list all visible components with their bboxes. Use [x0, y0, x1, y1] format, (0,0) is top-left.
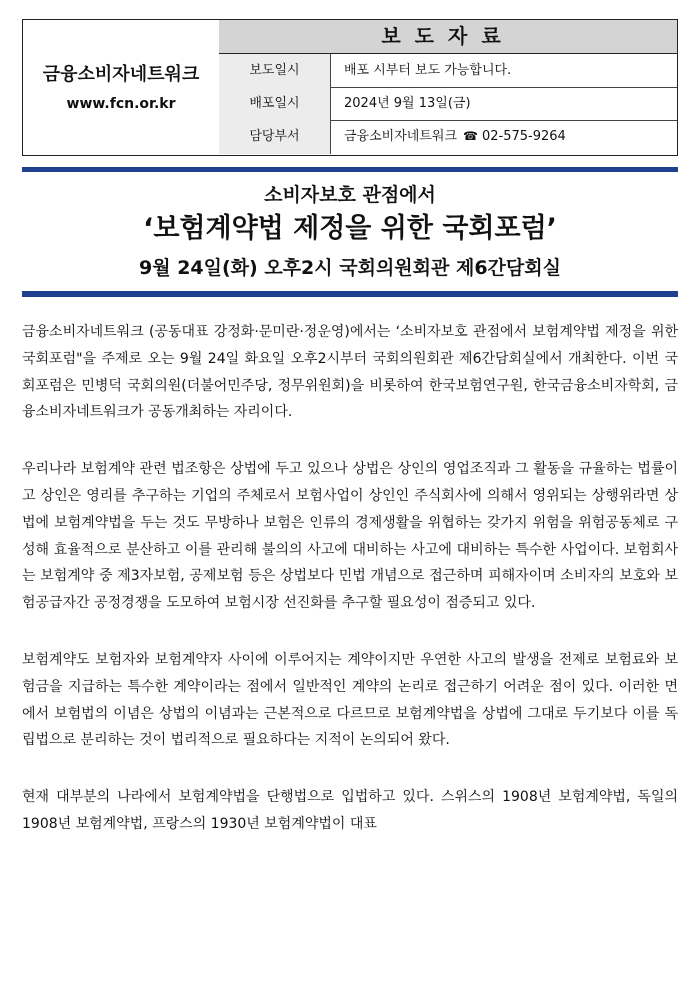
title-top-rule [22, 167, 678, 172]
release-row-label: 보도일시 [219, 54, 331, 87]
paragraph: 금융소비자네트워크 (공동대표 강정화·문미란·정운영)에서는 ‘소비자보호 관점에서 보험계약법 제정을 위한 국회포럼"을 주제로 오는 9월 24일 화요일 오후2시부터 국회의원회관 제6간담회실에서 개최한다. 이번 국회포럼은 민병덕 국회의원(더불어민주당, 정무위원회)을 비롯하여 한국보험연구원, 한국금융소비자학회, 금융소비자네트워크가 공동개최하는 자리이다. [22, 324, 678, 421]
release-row-report-time [219, 54, 677, 88]
release-row-value: 2024년 9월 13일(금) [344, 96, 471, 111]
main-title: ‘보험계약법 제정을 위한 국회포럼’ [143, 213, 557, 244]
release-row-department [219, 120, 677, 154]
organization-cell [23, 20, 220, 154]
paragraph: 우리나라 보험계약 관련 법조항은 상법에 두고 있으나 상법은 상인의 영업조직과 그 활동을 규율하는 법률이고 상인은 영리를 추구하는 기업의 주체로서 보험사업이 상인인 주식회사에 의해서 영위되는 상행위라면 상법에 보험계약법을 두는 것도 무방하나 보험은 인류의 경제생활을 위협하는 갖가지 위험을 위험공동체로 구성해 효율적으로 분산하고 이를 관리해 불의의 사고에 대비하는 사고에 대비하는 특수한 사업이다. 보험회사는 보험계약 중 제3자보험, 공제보험 등은 상법보다 민법 개념으로 접근하며 피해자이며 소비자의 보호와 보험공급자간 공정경쟁을 도모하여 보험시장 선진화를 추구할 필요성이 점증되고 있다. [22, 461, 678, 612]
telephone-icon: ☎ [463, 129, 478, 143]
department-name: 금융소비자네트워크 [344, 129, 458, 144]
release-info [219, 20, 677, 154]
paragraph: 현재 대부분의 나라에서 보험계약법을 단행법으로 입법하고 있다. 스위스의 1908년 보험계약법, 독일의 1908년 보험계약법, 프랑스의 1930년 보험계약법이 대표 [22, 789, 678, 832]
release-row-label: 담당부서 [219, 120, 331, 154]
phone-number: 02-575-9264 [481, 129, 566, 144]
release-row-label: 배포일시 [219, 87, 331, 120]
event-date-place: 9월 24일(화) 오후2시 국회의원회관 제6간담회실 [139, 257, 561, 279]
release-row-value: 배포 시부터 보도 가능합니다. [344, 63, 512, 78]
press-release-title: 보도자료 [219, 20, 677, 54]
organization-url: www.fcn.or.kr [66, 96, 176, 112]
title-bottom-rule [22, 291, 678, 297]
subtitle: 소비자보호 관점에서 [264, 184, 436, 206]
header-table [22, 19, 678, 156]
organization-name: 금융소비자네트워크 [42, 64, 200, 85]
body-text [22, 319, 678, 868]
paragraph: 보험계약도 보험자와 보험계약자 사이에 이루어지는 계약이지만 우연한 사고의 발생을 전제로 보험료와 보험금을 지급하는 특수한 계약이라는 점에서 일반적인 계약의 논리로 접근하기 어려운 점이 있다. 이러한 면에서 보험법의 이념은 상법의 이념과는 근본적으로 다르므로 보험계약법을 상법에 그대로 두기보다 이를 독립법으로 분리하는 것이 법리적으로 필요하다는 지적이 논의되어 왔다. [22, 651, 678, 749]
release-row-distribution-date [219, 87, 677, 121]
release-row-value [344, 120, 566, 154]
